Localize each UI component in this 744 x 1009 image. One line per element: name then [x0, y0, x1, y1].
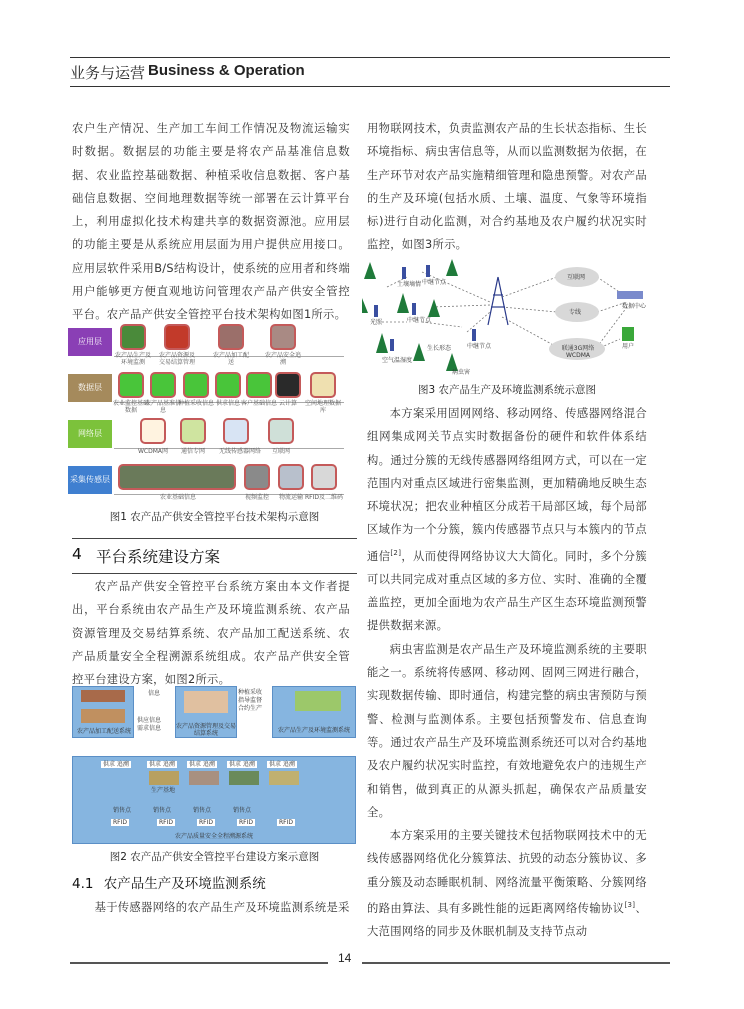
sales-point-label: 销售点	[113, 807, 132, 814]
trace-tag: 供求 追溯	[229, 761, 255, 768]
tree-icon	[446, 259, 458, 276]
text-run: 本方案采用的主要关键技术包括物联网技术中的无线传感器网络优化分簇算法、抗毁的动态分簇协议、多重分簇及动态睡眠机制、网络流量平衡策略、分簇网络的路由算法、具有多跳性能的远距离网络传输协议	[367, 829, 647, 915]
photo	[189, 771, 219, 785]
sensor-icon	[412, 303, 416, 315]
node-label: 中继节点	[422, 279, 447, 286]
node-label: 生长形态	[427, 345, 452, 352]
box-processing-system	[72, 686, 134, 738]
section-4-heading	[72, 538, 357, 574]
tile-label: 农产品基准信息	[144, 400, 181, 414]
cloud-label: 联通3G网络 WCDMA	[561, 345, 595, 359]
node-label: 光照	[370, 319, 383, 326]
tile-label: 农产品加工配送	[212, 352, 249, 366]
tile-database	[183, 372, 209, 398]
tile-label: 农产品安全追溯	[264, 352, 301, 366]
tile-label: 客户基础信息	[240, 400, 277, 407]
tile-wcdma	[140, 418, 166, 444]
tile-rfid	[311, 464, 337, 490]
section-4-body	[72, 575, 350, 691]
link-label: 指导监督	[238, 697, 263, 704]
cloud-label: 专线	[569, 309, 582, 316]
tile-label: 物流运输	[278, 494, 303, 501]
box-label: 农产品生产及环境监测系统	[277, 727, 350, 734]
paragraph: 病虫害监测是农产品生产及环境监测系统的主要职能之一。系统将传感网、移动网、固网三网进行融合，实现数据传输、即时通信，构建完整的病虫害预防与预警、检测与监测体系。主要包括预警发布、信息查询等。通过农产品生产及环境监测系统还可以对合约基地及农户履约状况实时监控，有效地避免农户的违规生产和销售，做到真正的从源头抓起，确保农产品质量安全。	[367, 642, 647, 819]
layer-label-application: 应用层	[68, 328, 112, 356]
tile-label: 视频监控	[244, 494, 269, 501]
sensor-icon	[426, 265, 430, 277]
tile-label: 农业基础信息	[159, 494, 196, 501]
paragraph	[367, 824, 647, 943]
box-label: 农产品加工配送系统	[76, 728, 131, 735]
tile-label: 云计算	[278, 400, 297, 407]
rfid-tag: RFID	[199, 819, 214, 826]
paragraph: 农户生产情况、生产加工车间工作情况及物流运输实时数据。数据层的功能主要是将农产品基准信息数据、农业监控基础数据、种植采收信息数据、客户基础信息数据、空间地理数据等统一部署在云计算平台上，利用虚拟化技术构建共享的数据资源池。应用层的功能主要是从系统应用层面为用户提供应用接口。应用层软件采用B/S结构设计，使系统的应用者和终端用户能够更方便直观地访问管理农产品产供安全管控平台。农产品产供安全管控平台技术架构如图1所示。	[72, 122, 350, 322]
tile-label: 农产品生产及环境监测	[114, 352, 151, 366]
tile-database	[150, 372, 176, 398]
subsection-title: 农产品生产及环境监测系统	[103, 876, 266, 892]
tile-label: 通信专网	[180, 448, 205, 455]
tile-image	[164, 324, 190, 350]
tree-icon	[364, 262, 376, 279]
node-label: 病虫害	[452, 369, 471, 376]
node-label: 中继节点	[467, 343, 492, 350]
paragraph	[367, 402, 647, 638]
citation: [3]	[624, 901, 636, 909]
tile-database	[246, 372, 272, 398]
link-label: 合约生产	[238, 705, 263, 712]
photo	[229, 771, 259, 785]
box-label: 农产品质量安全全程溯源系统	[174, 833, 253, 840]
paragraph: 农产品产供安全管控平台系统方案由本文作者提出，平台系统由农产品生产及环境监测系统、农产品资源管理及交易结算系统、农产品加工配送系统、农产品质量安全全程溯源系统组成。农产品产供安全管控平台建设方案，如图2所示。	[72, 580, 350, 687]
link-label: 供应信息	[137, 717, 162, 724]
trace-tag: 供求 追溯	[149, 761, 175, 768]
sensor-icon	[472, 329, 476, 341]
node-label: 空气温湿度	[382, 357, 413, 364]
tile-database	[118, 372, 144, 398]
photo	[269, 771, 299, 785]
subsection-number: 4.1	[72, 876, 94, 892]
trace-tag: 供求 追溯	[189, 761, 215, 768]
tile-image	[270, 324, 296, 350]
rfid-tag: RFID	[239, 819, 254, 826]
section-number: 4	[72, 545, 82, 563]
sales-point-label: 销售点	[233, 807, 252, 814]
tile-label: 无线传感器网络	[218, 448, 261, 455]
farm-label: 生产基地	[151, 787, 176, 794]
tile-map	[310, 372, 336, 398]
tile-vehicle	[278, 464, 304, 490]
footer-rule-right	[362, 962, 670, 964]
tile-sensor	[223, 418, 249, 444]
right-column-intro	[367, 117, 647, 257]
box-label: 农产品资源管理及交易结算系统	[176, 723, 237, 737]
paragraph: 用物联网技术，负责监测农产品的生长状态指标、生长环境指标、病虫害信息等，从而以监测数据为依据，在生产环节对农产品实施精细管理和隐患预警。对农产品的生产及环境(包括水质、土壤、温度、气象等环境指标)进行自动化监测，对合约基地及农户履约状况实时监控，如图3所示。	[367, 122, 647, 252]
tile-comm	[180, 418, 206, 444]
tile-label: 供求信息	[215, 400, 240, 407]
endpoint-label: 数据中心	[622, 303, 647, 310]
sensor-icons	[374, 265, 476, 351]
figure-2-caption: 图2 农产品产供安全管控平台建设方案示意图	[109, 851, 320, 863]
right-column-body	[367, 402, 647, 943]
tree-icon	[376, 333, 388, 353]
tile-cloud-server	[275, 372, 301, 398]
tile-database	[215, 372, 241, 398]
link-label: 需求信息	[137, 725, 162, 732]
layer-label-data: 数据层	[68, 374, 112, 402]
left-column-intro	[72, 117, 350, 327]
tile-label: 种植采收信息	[177, 400, 214, 407]
link-label: 种植采收	[238, 689, 263, 696]
text-run: ，从而使得网络协议大大简化。同时，多个分簇可以共同完成对重点区域的多方位、实时、准确的全覆盖监控，更加全面地为农产品生产区生态环境监测预警提供数据来源。	[367, 549, 647, 633]
sales-point-label: 销售点	[153, 807, 172, 814]
sensor-icon	[402, 267, 406, 279]
photo	[295, 691, 341, 711]
cloud-label: 互联网	[567, 274, 586, 281]
trace-tag: 供求 追溯	[269, 761, 295, 768]
user-icon	[622, 327, 634, 341]
sensor-icon	[374, 305, 378, 317]
photo	[184, 691, 228, 713]
tree-icon	[362, 293, 368, 313]
header-section-en: Business & Operation	[148, 62, 305, 79]
node-label: 土壤墒情	[397, 281, 422, 288]
tree-icon	[428, 299, 440, 317]
text-run: 本方案采用固网网络、移动网络、传感器网络混合组网集成网关节点实时数据备份的硬件和软件体系结构。通过分簇的无线传感器网络组网方式，可以在一定范围内对重点区域进行密集监测，更加精确地反映生态环境状况；把农业种植区分成若干局部区域，每个局部区域作为一个分簇，簇内传感器节点只与本簇内的节点通信	[367, 407, 647, 563]
photo	[81, 709, 125, 723]
trace-tag: 供求 追溯	[103, 761, 129, 768]
link-label: 信息	[148, 690, 161, 697]
rfid-tag: RFID	[113, 819, 128, 826]
footer-rule-left	[70, 962, 328, 964]
photo	[149, 771, 179, 785]
endpoint-label: 用户	[622, 343, 635, 350]
tile-label: 互联网	[271, 448, 290, 455]
page-number: 14	[338, 951, 352, 965]
figure-3-monitoring-network	[362, 257, 667, 379]
tile-label: 空间地理数据库	[304, 400, 341, 414]
server-icon	[617, 291, 643, 299]
running-header	[70, 57, 670, 87]
tile-camera	[244, 464, 270, 490]
node-label: 中继节点	[407, 317, 432, 324]
subsection-4-1-heading	[72, 872, 266, 892]
tree-icon	[413, 343, 425, 361]
rfid-tag: RFID	[279, 819, 294, 826]
box-traceability-system	[72, 756, 356, 844]
photo	[81, 690, 125, 702]
layer-label-network: 网络层	[68, 420, 112, 448]
tile-image	[218, 324, 244, 350]
box-trading-system	[175, 686, 237, 738]
box-monitoring-system	[272, 686, 356, 738]
rfid-tag: RFID	[159, 819, 174, 826]
tile-photo-strip	[118, 464, 236, 490]
subsection-4-1-body	[72, 896, 350, 919]
header-section-cn: 业务与运营	[70, 64, 146, 82]
paragraph: 基于传感器网络的农产品生产及环境监测系统是采	[94, 901, 350, 914]
sales-point-label: 销售点	[193, 807, 212, 814]
tile-label: 农业监控基础数据	[112, 400, 149, 414]
sensor-icon	[390, 339, 394, 351]
layer-label-sensing: 采集传感层	[68, 466, 112, 494]
tile-label: 农产品资源及交易结算管理	[158, 352, 195, 366]
tile-image	[120, 324, 146, 350]
figure-1-architecture	[68, 322, 358, 507]
tile-label: RFID及二维码	[304, 494, 343, 501]
tree-icon	[397, 293, 409, 313]
section-title: 平台系统建设方案	[96, 548, 221, 566]
figure-1-caption: 图1 农产品产供安全管控平台技术架构示意图	[109, 511, 320, 523]
tower-icon	[488, 277, 508, 325]
text-run: 、大范围网络的同步及休眠机制及支持节点动	[367, 901, 647, 939]
citation: [2]	[390, 548, 402, 557]
figure-3-caption: 图3 农产品生产及环境监测系统示意图	[417, 384, 597, 396]
tile-internet	[268, 418, 294, 444]
figure-2-platform-scheme	[72, 686, 356, 844]
tile-label: WCDMA网	[137, 448, 169, 455]
